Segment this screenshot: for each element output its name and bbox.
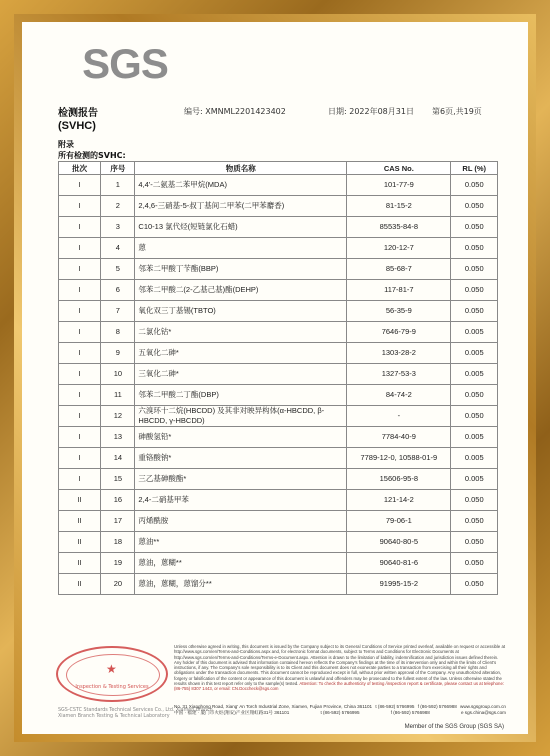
cell-seq: 2 — [101, 196, 135, 217]
cell-batch: I — [59, 322, 101, 343]
member-note: Member of the SGS Group (SGS SA) — [404, 724, 504, 730]
table-row — [59, 238, 498, 259]
cell-substance: 二氯化钴* — [135, 322, 347, 343]
seal-text: Inspection & Testing Services — [75, 684, 149, 690]
col-rl: RL (%) — [451, 162, 498, 175]
table-row — [59, 574, 498, 595]
cell-substance: 2,4,6-三硝基-5-叔丁基间二甲苯(二甲苯麝香) — [135, 196, 347, 217]
cell-cas: 79-06-1 — [347, 511, 451, 532]
address-block — [174, 704, 506, 716]
cell-seq: 10 — [101, 364, 135, 385]
report-title: 检测报告 — [58, 108, 98, 119]
report-subtitle: (SVHC) — [58, 120, 96, 132]
website-link[interactable]: www.sgsgroup.com.cn — [460, 704, 506, 709]
sgs-logo-text: SGS — [82, 40, 168, 87]
cell-seq: 9 — [101, 343, 135, 364]
table-row — [59, 427, 498, 448]
table-row — [59, 301, 498, 322]
cell-cas: 90640-80-5 — [347, 532, 451, 553]
cell-cas: 81-15-2 — [347, 196, 451, 217]
fax: f (86-592) 5766988 — [417, 704, 457, 709]
col-cas: CAS No. — [347, 162, 451, 175]
cell-batch: I — [59, 217, 101, 238]
cell-substance: 蒽油，蒽糊** — [135, 553, 347, 574]
cell-rl: 0.005 — [451, 343, 498, 364]
cell-seq: 19 — [101, 553, 135, 574]
cell-substance: 五氧化二砷* — [135, 343, 347, 364]
table-row — [59, 280, 498, 301]
cell-substance: 蒽油** — [135, 532, 347, 553]
table-row — [59, 175, 498, 196]
col-batch: 批次 — [59, 162, 101, 175]
cell-batch: I — [59, 364, 101, 385]
cell-substance: 蒽油，蒽糊，蒽馏分** — [135, 574, 347, 595]
authenticity-note: Attention: To check the authenticity of testing /inspection report & certificate, please contact us at telephone: (86-755) 8307 1443, or email: CN.Doccheck@sgs.com — [174, 681, 505, 692]
report-number: 编号: XMNML2201423402 — [184, 107, 286, 116]
cell-seq: 16 — [101, 490, 135, 511]
cell-seq: 1 — [101, 175, 135, 196]
cell-cas: 7646-79-9 — [347, 322, 451, 343]
sgs-logo — [77, 36, 173, 92]
legal-text: Unless otherwise agreed in writing, this document is issued by the Company subject to its General Conditions of Service printed overleaf, available on request or accessible at http://www.sgs.com/en/Terms-and-Conditions.aspx and, for electronic format documents, subject to Terms and Conditions for Electronic Documents at http://www.sgs.com/en/Terms-and-Conditions/Terms-e-Document.aspx. Attention is drawn to the limitation of liability, indemnification and jurisdiction issues defined therein. Any holder of this document is advised that information contained hereon reflects the Company's findings at the time of its intervention only and within the limits of Client's instructions, if any. The Company's sole responsibility is to its Client and this document does not exonerate parties to a transaction from exercising all their rights and obligations under the transaction documents. This document cannot be reproduced except in full, without prior written approval of the Company. Any unauthorized alteration, forgery or falsification of the content or appearance of this document is unlawful and offenders may be prosecuted to the fullest extent of the law. Unless otherwise stated the results shown in this test report refer only to the sample(s) tested. — [174, 644, 506, 687]
cell-cas: 1303-28-2 — [347, 343, 451, 364]
table-row — [59, 406, 498, 427]
cell-seq: 12 — [101, 406, 135, 427]
cell-seq: 13 — [101, 427, 135, 448]
cell-rl: 0.005 — [451, 448, 498, 469]
cell-cas: 56-35-9 — [347, 301, 451, 322]
cell-cas: 91995-15-2 — [347, 574, 451, 595]
address-cn: 中国 · 福建 · 厦门市火炬(翔安)产业区翔虹路31号 361101 — [174, 710, 290, 715]
report-date: 日期: 2022年08月31日 — [328, 107, 414, 116]
cell-batch: II — [59, 574, 101, 595]
cell-cas: 117-81-7 — [347, 280, 451, 301]
cell-rl: 0.005 — [451, 427, 498, 448]
cell-substance: 三氧化二砷* — [135, 364, 347, 385]
cell-seq: 8 — [101, 322, 135, 343]
fax-cn: f (86-592) 5766988 — [390, 710, 430, 715]
cell-substance: C10-13 氯代烃(短链氯化石蜡) — [135, 217, 347, 238]
legal-disclaimer — [174, 644, 506, 692]
cell-seq: 14 — [101, 448, 135, 469]
cell-cas: 101-77-9 — [347, 175, 451, 196]
cell-rl: 0.050 — [451, 196, 498, 217]
cell-batch: I — [59, 343, 101, 364]
table-row — [59, 343, 498, 364]
cell-rl: 0.050 — [451, 532, 498, 553]
cell-seq: 7 — [101, 301, 135, 322]
cell-rl: 0.050 — [451, 574, 498, 595]
table-row — [59, 196, 498, 217]
lab-name-line1: SGS-CSTC Standards Technical Services Co., Ltd. Xiamen Branch — [58, 708, 213, 713]
page-number: 第6页,共19页 — [432, 107, 482, 116]
cell-batch: I — [59, 175, 101, 196]
cell-batch: I — [59, 259, 101, 280]
cell-seq: 20 — [101, 574, 135, 595]
table-row — [59, 511, 498, 532]
cell-rl: 0.050 — [451, 175, 498, 196]
cell-cas: 90640-81-6 — [347, 553, 451, 574]
cell-batch: II — [59, 490, 101, 511]
cell-batch: I — [59, 427, 101, 448]
cell-rl: 0.050 — [451, 385, 498, 406]
cell-rl: 0.050 — [451, 490, 498, 511]
cell-cas: 7789-12-0, 10588-01-9 — [347, 448, 451, 469]
col-substance: 物质名称 — [135, 162, 347, 175]
cell-substance: 六溴环十二烷(HBCDD) 及其非对映异构体(α-HBCDD, β-HBCDD, γ-HBCDD) — [135, 406, 347, 427]
table-row — [59, 448, 498, 469]
cell-substance: 蒽 — [135, 238, 347, 259]
table-row — [59, 217, 498, 238]
phone-cn: t (86-592) 5766995 — [320, 710, 360, 715]
table-row — [59, 532, 498, 553]
cell-cas: 7784-40-9 — [347, 427, 451, 448]
table-row — [59, 322, 498, 343]
cell-rl: 0.050 — [451, 301, 498, 322]
cell-substance: 重铬酸钠* — [135, 448, 347, 469]
address-row-cn — [174, 710, 506, 716]
table-header-row — [59, 162, 498, 175]
cell-rl: 0.050 — [451, 217, 498, 238]
phone: t (86-592) 5766995 — [375, 704, 415, 709]
svhc-table — [58, 161, 498, 595]
table-row — [59, 385, 498, 406]
cell-cas: 85535-84-8 — [347, 217, 451, 238]
cell-substance: 邻苯二甲酸二(2-乙基己基)酯(DEHP) — [135, 280, 347, 301]
cell-substance: 邻苯二甲酸二丁酯(DBP) — [135, 385, 347, 406]
cell-batch: I — [59, 280, 101, 301]
cell-seq: 11 — [101, 385, 135, 406]
cell-rl: 0.050 — [451, 238, 498, 259]
cell-batch: I — [59, 406, 101, 427]
cell-cas: 15606-95-8 — [347, 469, 451, 490]
cell-substance: 三乙基砷酸酯* — [135, 469, 347, 490]
cell-rl: 0.005 — [451, 469, 498, 490]
cell-substance: 丙烯酰胺 — [135, 511, 347, 532]
company-seal — [56, 646, 168, 702]
email-link[interactable]: e sgs.china@sgs.com — [460, 710, 506, 715]
cell-batch: I — [59, 469, 101, 490]
seal-star-icon: ★ — [106, 662, 117, 676]
cell-batch: I — [59, 301, 101, 322]
cell-seq: 3 — [101, 217, 135, 238]
table-row — [59, 469, 498, 490]
cell-seq: 6 — [101, 280, 135, 301]
cell-batch: I — [59, 238, 101, 259]
address-en: No. 31 Xianghong Road, Xiang' An Torch Industrial Zone, Xiamen, Fujian Province, China 361101 — [174, 704, 373, 709]
cell-seq: 4 — [101, 238, 135, 259]
cell-rl: 0.005 — [451, 364, 498, 385]
cell-seq: 5 — [101, 259, 135, 280]
cell-cas: 120-12-7 — [347, 238, 451, 259]
cell-seq: 18 — [101, 532, 135, 553]
table-row — [59, 364, 498, 385]
cell-rl: 0.050 — [451, 406, 498, 427]
cell-batch: II — [59, 532, 101, 553]
appendix-label: 附录 — [58, 140, 74, 149]
table-caption: 所有检测的SVHC: — [58, 151, 126, 160]
cell-cas: 1327-53-3 — [347, 364, 451, 385]
lab-name-line2: Xiamen Branch Testing & Technical Laboratory — [58, 714, 170, 719]
cell-rl: 0.050 — [451, 280, 498, 301]
cell-substance: 邻苯二甲酸丁苄酯(BBP) — [135, 259, 347, 280]
cell-rl: 0.050 — [451, 511, 498, 532]
table-row — [59, 553, 498, 574]
col-seq: 序号 — [101, 162, 135, 175]
cell-batch: I — [59, 196, 101, 217]
cell-substance: 砷酸氢铅* — [135, 427, 347, 448]
cell-seq: 15 — [101, 469, 135, 490]
table-row — [59, 259, 498, 280]
cell-rl: 0.050 — [451, 259, 498, 280]
cell-cas: 121-14-2 — [347, 490, 451, 511]
cell-substance: 2,4-二硝基甲苯 — [135, 490, 347, 511]
cell-cas: 85-68-7 — [347, 259, 451, 280]
cell-rl: 0.050 — [451, 553, 498, 574]
cell-batch: I — [59, 448, 101, 469]
cell-substance: 4,4'-二氨基二苯甲烷(MDA) — [135, 175, 347, 196]
cell-seq: 17 — [101, 511, 135, 532]
cell-substance: 氧化双三丁基锡(TBTO) — [135, 301, 347, 322]
cell-rl: 0.005 — [451, 322, 498, 343]
document-page — [22, 22, 528, 734]
table-row — [59, 490, 498, 511]
cell-batch: II — [59, 553, 101, 574]
cell-cas: - — [347, 406, 451, 427]
cell-batch: II — [59, 511, 101, 532]
cell-batch: I — [59, 385, 101, 406]
cell-cas: 84-74-2 — [347, 385, 451, 406]
